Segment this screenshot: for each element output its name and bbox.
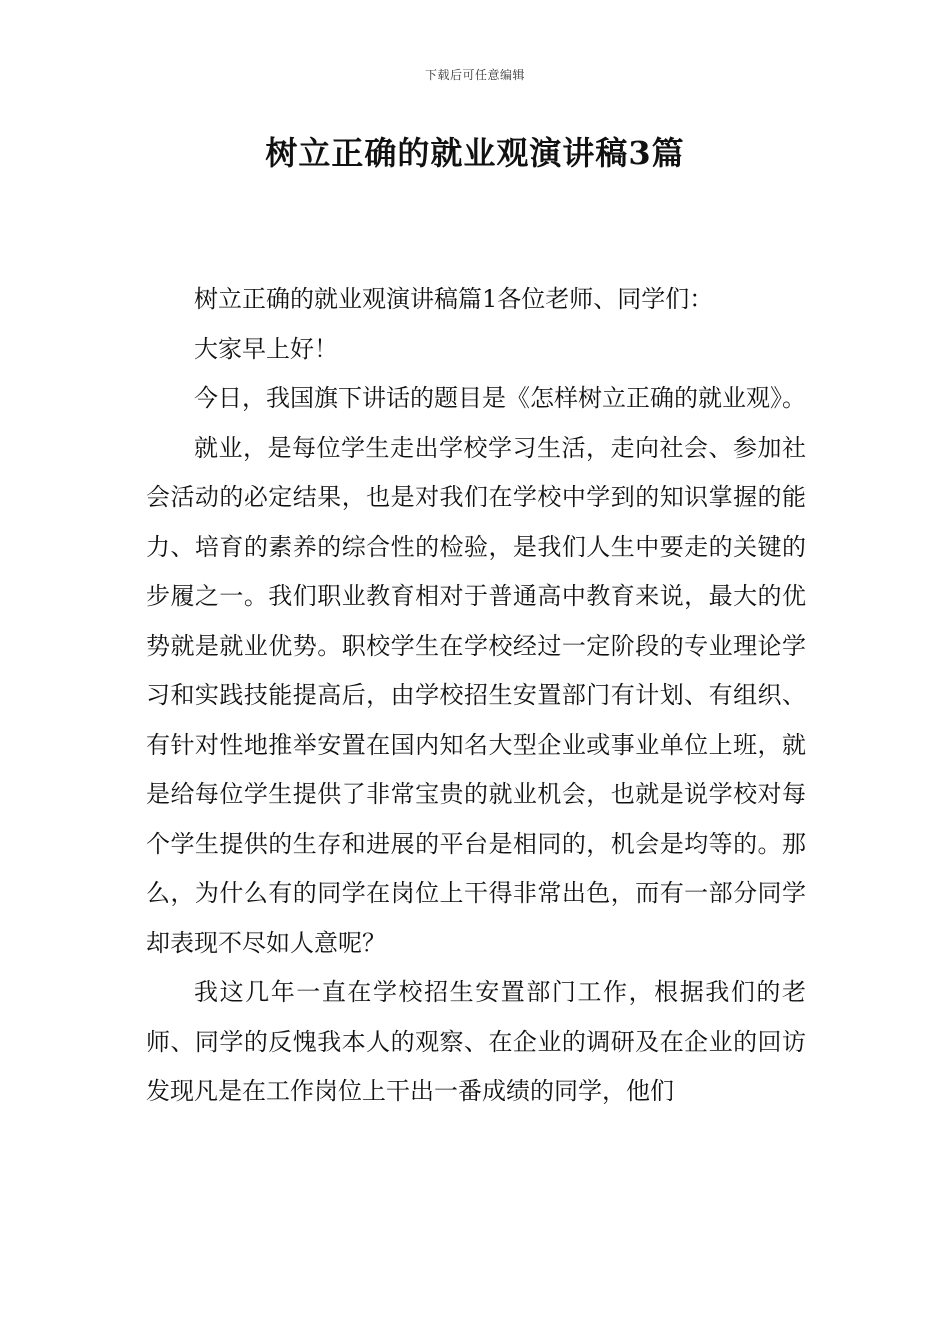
- document-title: 树立正确的就业观演讲稿3篇: [265, 134, 685, 172]
- header-note: 下载后可任意编辑: [424, 68, 525, 82]
- paragraph: 今日，我国旗下讲话的题目是《怎样树立正确的就业观》。: [194, 384, 806, 412]
- paragraph: 我这几年一直在学校招生安置部门工作，根据我们的老师、同学的反愧我本人的观察、在企业的调研及在企业的回访发现凡是在工作岗位上干出一番成绩的同学，他们: [146, 978, 806, 1105]
- paragraph: 树立正确的就业观演讲稿篇1各位老师、同学们：: [194, 285, 714, 313]
- paragraph: 大家早上好！: [194, 334, 338, 363]
- document-body: [146, 275, 806, 1117]
- paragraph: 就业，是每位学生走出学校学习生活，走向社会、参加社会活动的必定结果，也是对我们在学校中学到的知识掌握的能力、培育的素养的综合性的检验，是我们人生中要走的关键的步履之一。我们职业教育相对于普通高中教育来说，最大的优势就是就业优势。职校学生在学校经过一定阶段的专业理论学习和实践技能提高后，由学校招生安置部门有计划、有组织、有针对性地推举安置在国内知名大型企业或事业单位上班，就是给每位学生提供了非常宝贵的就业机会，也就是说学校对每个学生提供的生存和进展的平台是相同的，机会是均等的。那么，为什么有的同学在岗位上干得非常出色，而有一部分同学却表现不尽如人意呢？: [146, 433, 806, 957]
